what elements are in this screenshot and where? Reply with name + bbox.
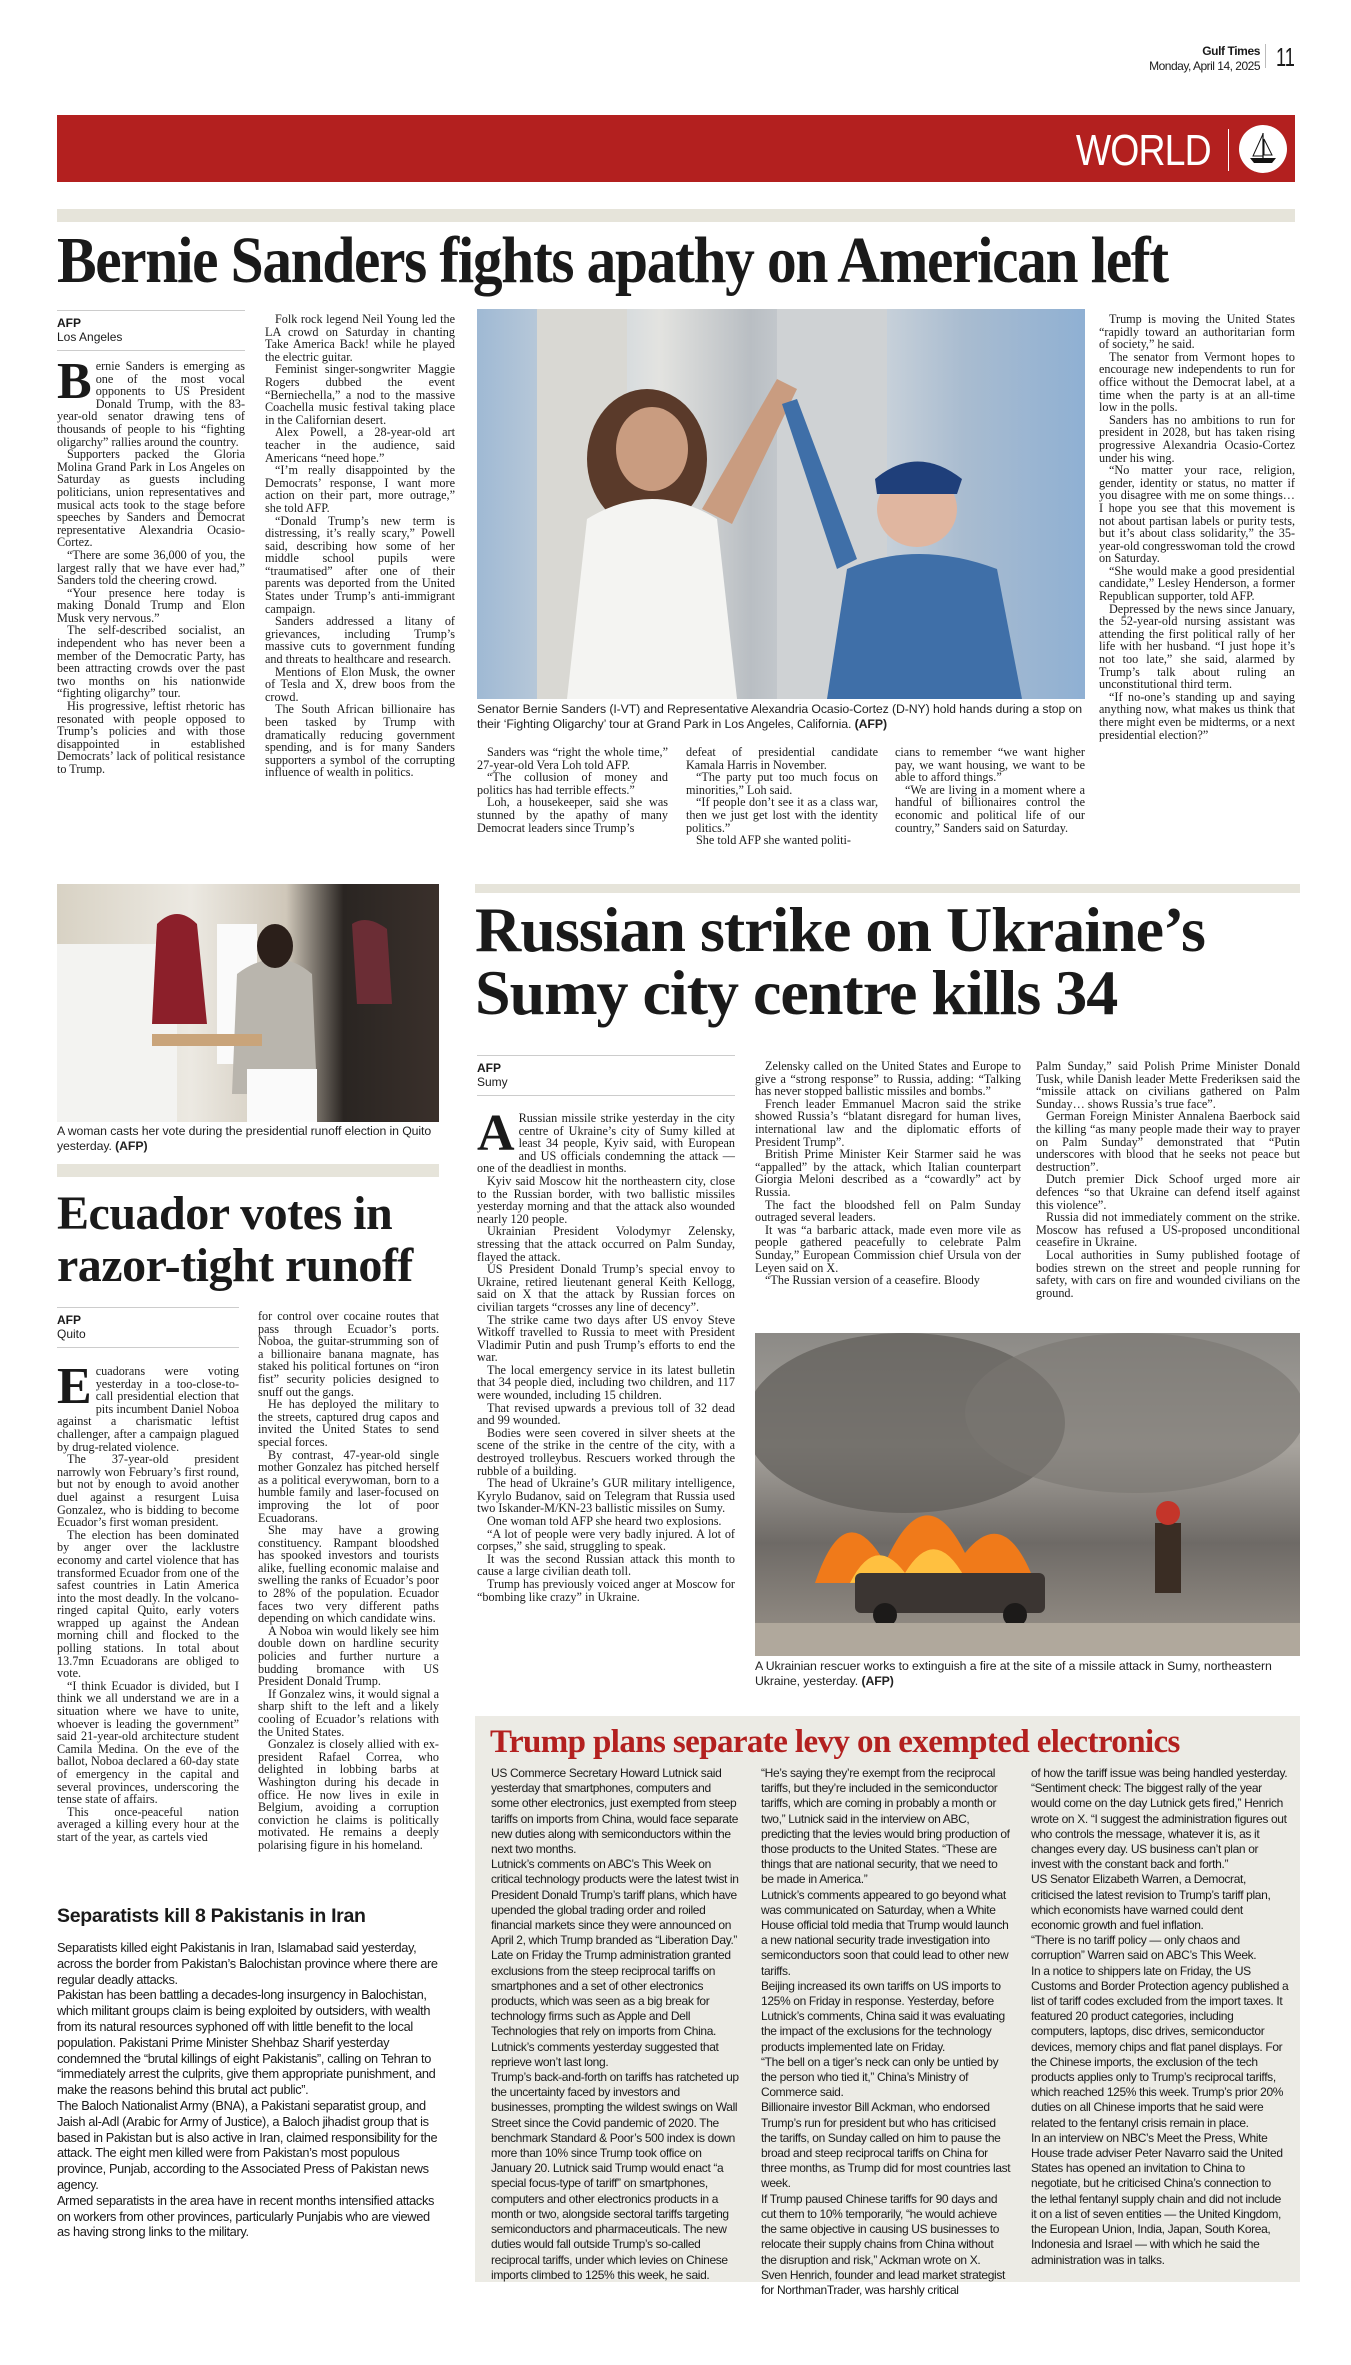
paragraph: Palm Sunday,” said Polish Prime Minister Donald Tusk, while Danish leader Mette Frederiksen said the “missile attack on civilians gathered on Palm Sunday… shows Russia’s true face”. xyxy=(1036,1059,1300,1111)
issue-date: Monday, April 14, 2025 xyxy=(1149,59,1260,73)
paragraph: British Prime Minister Keir Starmer said he was “appalled” by the attack, which Italian counterpart Giorgia Meloni described as a “cowardly” act by Russia. xyxy=(755,1147,1021,1199)
paragraph: Alex Powell, a 28-year-old art teacher in the audience, said Americans “need hope.” xyxy=(265,425,455,465)
paragraph: Separatists killed eight Pakistanis in Iran, Islamabad said yesterday, across the border from Pakistan’s Balochistan province where there are regular deadly attacks. xyxy=(57,1940,438,1987)
bernie-column-6 xyxy=(1099,313,1295,741)
dhow-boat-icon xyxy=(1239,125,1287,173)
pakistan-body xyxy=(57,1940,442,2240)
paragraph: Billionaire investor Bill Ackman, who endorsed Trump’s run for president but who has criticised the tariffs, on Sunday called on him to pause the broad and steep reciprocal tariffs on China for three months, as Trump did for most countries last week. xyxy=(761,2100,1011,2191)
paragraph: Ecuadorans were voting yesterday in a too-close-to-call presidential election that pits incumbent Daniel Noboa against a charismatic leftist challenger, after a campaign plagued by drug-related violence. xyxy=(57,1358,239,1454)
paragraph: She told AFP she wanted politi- xyxy=(696,833,851,848)
paragraph: German Foreign Minister Annalena Baerbock said the killing “as many people made their way to prayer on Palm Sunday” demonstrated that “Putin underscores with blood that he seeks not peace but destruction”. xyxy=(1036,1109,1300,1174)
paragraph: US Senator Elizabeth Warren, a Democrat, criticised the latest revision to Trump’s tariff plan, which economists have warned could dent economic growth and fuel inflation. xyxy=(1031,1872,1271,1933)
newspaper-name: Gulf Times xyxy=(1202,44,1260,58)
paragraph: The election has been dominated by anger over the lacklustre economy and cartel violence that has transformed Ecuador from one of the safest countries in Latin America into the most deadly. In the volcano-ringed capital Quito, early voters wrapped up against the Andean morning chill and flocked to the polling stations. In total about 13.7mn Ecuadorans are obliged to vote. xyxy=(57,1527,239,1681)
paragraph: The 37-year-old president narrowly won February’s first round, but not by enough to avoid another duel against a resurgent Luisa Gonzalez, who is bidding to become Ecuador’s first woman president. xyxy=(57,1452,239,1530)
paragraph: “The bell on a tiger’s neck can only be untied by the person who tied it,” China’s Ministry of Commerce said. xyxy=(761,2054,999,2100)
paragraph: By contrast, 47-year-old single mother Gonzalez has pitched herself as a political everywoman, born to a humble family and laser-focused on improving the lot of poor Ecuadorans. xyxy=(258,1447,439,1525)
trump-column-3 xyxy=(1031,1766,1289,2268)
caption-ecuador xyxy=(57,1124,439,1154)
paragraph: The Baloch Nationalist Army (BNA), a Pakistani separatist group, and Jaish al-Adl (Arabic for Army of Justice), a Baloch jihadist group that is based in Pakistan but is also active in Iran, claimed responsibility for the attack. The eight men killed were from Pakistan’s most populous province, Punjab, according to the Associated Press of Pakistan news agency. xyxy=(57,2097,438,2192)
section-divider xyxy=(1228,129,1229,171)
paragraph: of how the tariff issue was being handled yesterday. xyxy=(1031,1766,1288,1780)
paragraph: “I’m really disappointed by the Democrats’ response, I want more action on their part, more outrage,” she told AFP. xyxy=(265,463,455,515)
paragraph: Trump has previously voiced anger at Moscow for “bombing like crazy” in Ukraine. xyxy=(477,1576,735,1604)
paragraph: Sven Henrich, founder and lead market strategist for NorthmanTrader, was harshly critical xyxy=(761,2267,1006,2297)
paragraph: Sanders addressed a litany of grievances, including Trump’s massive cuts to government funding and threats to healthcare and research. xyxy=(265,614,455,667)
caption-text: Senator Bernie Sanders (I-VT) and Representative Alexandria Ocasio-Cortez (D-NY) hold hands during a stop on their ‘Fighting Oligarchy’ tour at Grand Park in Los Angeles, California. xyxy=(477,702,1083,731)
headline-trump: Trump plans separate levy on exempted electronics xyxy=(490,1724,1180,1760)
paragraph: It was “a barbaric attack, made even more vile as people gathered peacefully to celebrate Palm Sunday,” European Commission chief Ursula von der Leyen said on X. xyxy=(755,1222,1021,1275)
paragraph: It was the second Russian attack this month to cause a large civilian death toll. xyxy=(477,1551,735,1579)
paragraph: Folk rock legend Neil Young led the LA crowd on Saturday in chanting Take America Back! while he played the electric guitar. xyxy=(265,312,455,364)
byline-agency: AFP xyxy=(57,316,81,330)
paragraph: The South African billionaire has been tasked by Trump with dramatically reducing government spending, and is for many Sanders supporters a symbol of the corrupting influence of wealth in politics. xyxy=(265,702,455,780)
byline-dateline: Quito xyxy=(57,1327,86,1341)
paragraph: Sanders has no ambitions to run for president in 2028, but has taken rising progressive Alexandria Ocasio-Cortez under his wing. xyxy=(1099,412,1295,465)
paragraph: US President Donald Trump’s special envoy to Ukraine, retired lieutenant general Keith Kellogg, said on X that the attack by Russian forces on civilian targets “crosses any line of decency”. xyxy=(477,1262,735,1314)
paragraph: “I think Ecuador is divided, but I think we all understand we are in a situation where we have to unite, whoever is leading the government” said 21-year-old architecture student Camila Medina. On the eve of the ballot, Noboa declared a 60-day state of emergency in the capital and several provinces, underscoring the tense state of affairs. xyxy=(57,1678,239,1807)
paragraph: That revised upwards a previous toll of 32 dead and 99 wounded. xyxy=(477,1400,735,1428)
paragraph: “If people don’t see it as a class war, then we just get lost with the identity politics.” xyxy=(686,795,878,835)
paragraph: Late on Friday the Trump administration granted exclusions from the steep reciprocal tariffs on smartphones and a set of other electronics products, which was seen as a big break for technology firms such as Apple and Dell Technologies that rely on imports from China. Lutnick’s comments yesterday suggested that reprieve won’t last long. xyxy=(491,1948,731,2069)
paragraph: Trump’s back-and-forth on tariffs has ratcheted up the uncertainty faced by investors and businesses, prompting the wildest swings on Wall Street since the Covid pandemic of 2020. The benchmark Standard & Poor’s 500 index is down more than 10% since Trump took office on January 20. Lutnick said Trump would enact “a special focus-type of tariff” on smartphones, computers and other electronics products in a month or two, alongside sectoral tariffs targeting semiconductors and pharmaceuticals. The new duties would fall outside Trump’s so-called reciprocal tariffs, under which levies on Chinese imports climbed to 125% this week, he said. xyxy=(491,2070,739,2282)
paragraph: Feminist singer-songwriter Maggie Rogers dubbed the event “Berniechella,” a nod to the massive Coachella music festival taking place in the Californian desert. xyxy=(265,362,455,427)
paragraph: The local emergency service in its latest bulletin that 34 people died, including two children, and 117 were wounded, including 15 children. xyxy=(477,1362,735,1403)
paragraph: “She would make a good presidential candidate,” Lesley Henderson, a former Republican supporter, told AFP. xyxy=(1099,563,1295,604)
byline-ecuador xyxy=(57,1307,239,1348)
headline-ecuador: Ecuador votes in razor-tight runoff xyxy=(57,1187,413,1292)
paragraph: Supporters packed the Gloria Molina Grand Park in Los Angeles on Saturday as guests including politicians, union representatives and musical acts took to the stage before speeches by Sanders and Democrat representative Alexandria Ocasio-Cortez. xyxy=(57,447,245,550)
paragraph: Mentions of Elon Musk, the owner of Tesla and X, drew boos from the crowd. xyxy=(265,664,455,704)
ecuador-column-2 xyxy=(258,1310,439,1852)
russia-column-2 xyxy=(755,1060,1021,1287)
paragraph: Bodies were seen covered in silver sheets at the scene of the strike in the centre of the city, with a destroyed trolleybus. Rescuers worked through the rubble of a building. xyxy=(477,1425,735,1478)
paragraph: One woman told AFP she heard two explosions. xyxy=(487,1514,722,1528)
paragraph: Dutch premier Dick Schoof urged more air defences “so that Ukraine can defend itself against this violence”. xyxy=(1036,1172,1300,1212)
paragraph: Zelensky called on the United States and Europe to give a “strong response” to Russia, adding: “Talking has never stopped ballistic missiles and bombs.” xyxy=(755,1059,1021,1099)
paragraph: cians to remember “we want higher pay, we want housing, we want to be able to afford things.” xyxy=(895,745,1085,785)
photo-sumy-fire xyxy=(755,1333,1300,1656)
caption-bernie xyxy=(477,702,1085,732)
paragraph: The fact the bloodshed fell on Palm Sunday outraged several leaders. xyxy=(755,1197,1021,1225)
paragraph: ARussian missile strike yesterday in the city centre of Ukraine’s city of Sumy killed at least 34 people, Kyiv said, with European and US officials condemning the attack — one of the deadliest in months. xyxy=(477,1105,735,1176)
paragraph: “Your presence here today is making Donald Trump and Elon Musk very nervous.” xyxy=(57,585,245,625)
byline-dateline: Sumy xyxy=(477,1075,508,1089)
paragraph: In an interview on NBC’s Meet the Press, White House trade adviser Peter Navarro said the United States has opened an invitation to China to negotiate, but he criticised China’s connection to the lethal fentanyl supply chain and did not include it on a list of seven entities — the United Kingdom, the European Union, India, Japan, South Korea, Indonesia and Israel — with which he said the administration was in talks. xyxy=(1031,2130,1283,2267)
caption-credit: (AFP) xyxy=(861,1674,894,1688)
caption-russia xyxy=(755,1659,1300,1689)
paragraph: If Trump paused Chinese tariffs for 90 days and cut them to 10% temporarily, “he would achieve the same objective in causing US businesses to relocate their supply chains from China without the disruption and risk,” Ackman wrote on X. xyxy=(761,2191,1000,2267)
caption-credit: (AFP) xyxy=(854,717,887,731)
section-rule xyxy=(57,1164,439,1177)
masthead-brand xyxy=(1149,44,1260,73)
page-number: 11 xyxy=(1276,42,1295,72)
paragraph: “Donald Trump’s new term is distressing, it’s really scary,” Powell said, describing how some of her middle school pupils were “traumatised” after one of their parents was deported from the United States under Trump’s anti-immigrant campaign. xyxy=(265,513,455,616)
paragraph: Gonzalez is closely allied with ex-president Rafael Correa, who delighted in lobbing barbs at Washington during his decade in office. He now lives in exile in Belgium, avoiding a corruption conviction he claims is politically motivated. He remains a deeply polarising figure in his homeland. xyxy=(258,1737,439,1852)
caption-text: A Ukrainian rescuer works to extinguish a fire at the site of a missile attack in Sumy, northeastern Ukraine, yesterday. xyxy=(755,1659,1272,1688)
paragraph: French leader Emmanuel Macron said the strike showed Russia’s “blatant disregard for human lives, international law and the diplomatic efforts of President Trump”. xyxy=(755,1096,1021,1149)
paragraph: Bernie Sanders is emerging as one of the most vocal opponents to US President Donald Trump, with the 83-year-old senator drawing tens of thousands of people to his “fighting oligarchy” rallies around the country. xyxy=(57,353,245,449)
russia-column-3 xyxy=(1036,1060,1300,1299)
bernie-column-5 xyxy=(895,746,1085,834)
byline-dateline: Los Angeles xyxy=(57,330,123,344)
paragraph: “The Russian version of a ceasefire. Bloody xyxy=(765,1273,980,1288)
paragraph: defeat of presidential candidate Kamala Harris in November. xyxy=(686,745,878,772)
paragraph: Lutnick’s comments on ABC’s This Week on critical technology products were the latest twist in President Donald Trump’s tariff plans, which have upended the global trading order and roiled financial markets since they were announced on April 2, which Trump branded as “Liberation Day.” xyxy=(491,1857,739,1948)
headline-russia: Russian strike on Ukraine’s Sumy city centre kills 34 xyxy=(475,894,1205,1028)
paragraph: “There are some 36,000 of you, the largest rally that we have ever had,” Sanders told the cheering crowd. xyxy=(57,547,245,588)
masthead-divider xyxy=(1265,44,1266,68)
paragraph: Russia did not immediately comment on the strike. Moscow has refused a US-proposed unconditional ceasefire in Ukraine. xyxy=(1036,1210,1300,1250)
paragraph: Depressed by the news since January, the 52-year-old nursing assistant was attending the first political rally of her life with her husband. “I just hope it’s not too late,” she said, alarmed by Trump’s talk about ruling an unconstitutional third term. xyxy=(1099,601,1295,692)
section-banner xyxy=(57,115,1295,182)
paragraph: for control over cocaine routes that pass through Ecuador’s ports. Noboa, the guitar-strumming son of a billionaire banana magnate, has staked his political fortunes on “iron fist” security policies designed to snuff out the gangs. xyxy=(258,1309,439,1399)
paragraph: This once-peaceful nation averaged a killing every hour at the start of the year, as cartels vied xyxy=(57,1804,239,1844)
paragraph: “The collusion of money and politics has had terrible effects.” xyxy=(477,770,668,797)
paragraph: “Sentiment check: The biggest rally of the year would come on the day Lutnick gets fired,” Henrich wrote on X. “I suggest the administration figures out who controls the message, whatever it is, as it changes every day. US business can’t plan or invest with the constant back and forth.” xyxy=(1031,1781,1287,1872)
paragraph: He has deployed the military to the streets, captured drug capos and invited the United States to send special forces. xyxy=(258,1397,439,1449)
paragraph: If Gonzalez wins, it would signal a sharp shift to the left and a likely cooling of Ecuador’s relations with the United States. xyxy=(258,1686,439,1739)
byline-agency: AFP xyxy=(477,1061,501,1075)
photo-sanders-ocasio-cortez xyxy=(477,309,1085,699)
paragraph: Loh, a housekeeper, said she was stunned by the apathy of many Democrat leaders since Trump’s xyxy=(477,795,668,835)
paragraph: “If no-one’s standing up and saying anything now, what makes us think that there might even be midterms, or a next presidential election?” xyxy=(1099,689,1295,742)
paragraph: Trump is moving the United States “rapidly toward an authoritarian form of society,” he said. xyxy=(1099,312,1295,352)
paragraph: “We are living in a moment where a handful of billionaires control the economic and political life of our country,” Sanders said on Saturday. xyxy=(895,782,1085,835)
paragraph: The strike came two days after US envoy Steve Witkoff travelled to Russia to meet with President Vladimir Putin and push Trump’s efforts to end the war. xyxy=(477,1312,735,1365)
headline-bernie: Bernie Sanders fights apathy on American left xyxy=(57,224,1168,297)
paragraph: Armed separatists in the area have in recent months intensified attacks on workers from other provinces, particularly Punjabis who are viewed as having strong links to the military. xyxy=(57,2192,435,2240)
paragraph: Kyiv said Moscow hit the northeastern city, close to the Russian border, with two ballistic missiles yesterday morning and that the attack also wounded nearly 120 people. xyxy=(477,1173,735,1226)
section-title: WORLD xyxy=(1076,126,1211,175)
paragraph: The head of Ukraine’s GUR military intelligence, Kyrylo Budanov, said on Telegram that Russia used two Iskander-M/KN-23 ballistic missiles on Sumy. xyxy=(477,1476,735,1516)
paragraph: “There is no tariff policy — only chaos and corruption” Warren said on ABC’s This Week. xyxy=(1031,1933,1257,1963)
section-rule xyxy=(475,884,1300,893)
paragraph: In a notice to shippers late on Friday, the US Customs and Border Protection agency published a list of tariff codes excluded from the import taxes. It featured 20 product categories, including computers, laptops, disc drives, semiconductor devices, memory chips and flat panel displays. For the Chinese imports, the exclusion of the tech products applies only to Trump’s reciprocal tariffs, which reached 125% this week. Trump’s prior 20% duties on all Chinese imports that he said were related to the fentanyl crisis remain in place. xyxy=(1031,1963,1289,2130)
bernie-column-2 xyxy=(265,313,455,779)
paragraph: She may have a growing constituency. Rampant bloodshed has spooked investors and tourists alike, fuelling economic malaise and swelling the ranks of Ecuador’s poor to 28% of the population. Ecuador faces two very different paths depending on which candidate wins. xyxy=(258,1523,439,1626)
trump-column-1 xyxy=(491,1766,739,2283)
paragraph: Pakistan has been battling a decades-long insurgency in Balochistan, which militant groups claim is being exploited by outsiders, with wealth from its natural resources syphoned off with little benefit to the local population. Pakistani Prime Minister Shehbaz Sharif yesterday condemned the “brutal killings of eight Pakistanis”, calling on Tehran to “immediately arrest the culprits, give them appropriate punishment, and make the reasons behind this brutal act public”. xyxy=(57,1987,436,2098)
bernie-column-4 xyxy=(686,746,878,847)
byline-russia xyxy=(477,1055,735,1096)
bernie-column-3 xyxy=(477,746,668,834)
byline-bernie xyxy=(57,310,245,351)
paragraph: Lutnick’s comments appeared to go beyond what was communicated on Saturday, when a White House official told media that Trump would launch a new national security trade investigation into semiconductors soon that could lead to other new tariffs. xyxy=(761,1887,1009,1978)
photo-ecuador-voter xyxy=(57,884,439,1122)
paragraph: Beijing increased its own tariffs on US imports to 125% on Friday in response. Yesterday, before Lutnick’s comments, China said it was evaluating the impact of the exclusions for the technology products implemented late on Friday. xyxy=(761,1978,1005,2054)
paragraph: A Noboa win would likely see him double down on hardline security policies and further nurture a budding bromance with US President Donald Trump. xyxy=(258,1623,439,1689)
bernie-column-1 xyxy=(57,353,245,776)
byline-agency: AFP xyxy=(57,1313,81,1327)
paragraph: Local authorities in Sumy published footage of bodies strewn on the street and people running for safety, with cars on fire and wounded civilians on the ground. xyxy=(1036,1247,1300,1300)
paragraph: The self-described socialist, an independent who has never been a member of the Democratic Party, has been attracting crowds over the past two months on his nationwide “fighting oligarchy” tour. xyxy=(57,623,245,701)
paragraph: “The party put too much focus on minorities,” Loh said. xyxy=(686,770,878,797)
paragraph: “No matter your race, religion, gender, identity or status, no matter if you disagree with me on some things… I hope you see that this movement is not about partisan labels or purity tests, but it’s about class solidarity,” the 35-year-old congresswoman told the crowd on Saturday. xyxy=(1099,463,1295,566)
caption-text: A woman casts her vote during the presidential runoff election in Quito yesterday. xyxy=(57,1124,432,1153)
headline-pakistan: Separatists kill 8 Pakistanis in Iran xyxy=(57,1905,366,1927)
russia-column-1 xyxy=(477,1105,735,1604)
caption-credit: (AFP) xyxy=(115,1139,148,1153)
paragraph: “A lot of people were very badly injured. A lot of corpses,” she said, struggling to speak. xyxy=(477,1526,735,1554)
paragraph: His progressive, leftist rhetoric has resonated with people opposed to Trump’s policies and with those disappointed in established Democrats’ lack of political resistance to Trump. xyxy=(57,699,245,776)
paragraph: Sanders was “right the whole time,” 27-year-old Vera Loh told AFP. xyxy=(477,745,668,772)
paragraph: Ukrainian President Volodymyr Zelensky, stressing that the attack occurred on Palm Sunday, flayed the attack. xyxy=(477,1224,735,1264)
paragraph: US Commerce Secretary Howard Lutnick said yesterday that smartphones, computers and some other electronics, just exempted from steep tariffs on imports from China, would face separate new duties along with semiconductors within the next two months. xyxy=(491,1766,739,1857)
section-rule xyxy=(57,209,1295,222)
ecuador-column-1 xyxy=(57,1358,239,1844)
paragraph: The senator from Vermont hopes to encourage new independents to run for office without the Democrat label, at a time when the party is at an all-time low in the polls. xyxy=(1099,349,1295,415)
paragraph: “He’s saying they’re exempt from the reciprocal tariffs, but they’re included in the semiconductor tariffs, which are coming in probably a month or two,” Lutnick said in the interview on ABC, predicting that the levies would bring production of those products to the United States. “These are things that are national security, that we need to be made in America.” xyxy=(761,1766,1010,1887)
trump-column-2 xyxy=(761,1766,1011,2298)
